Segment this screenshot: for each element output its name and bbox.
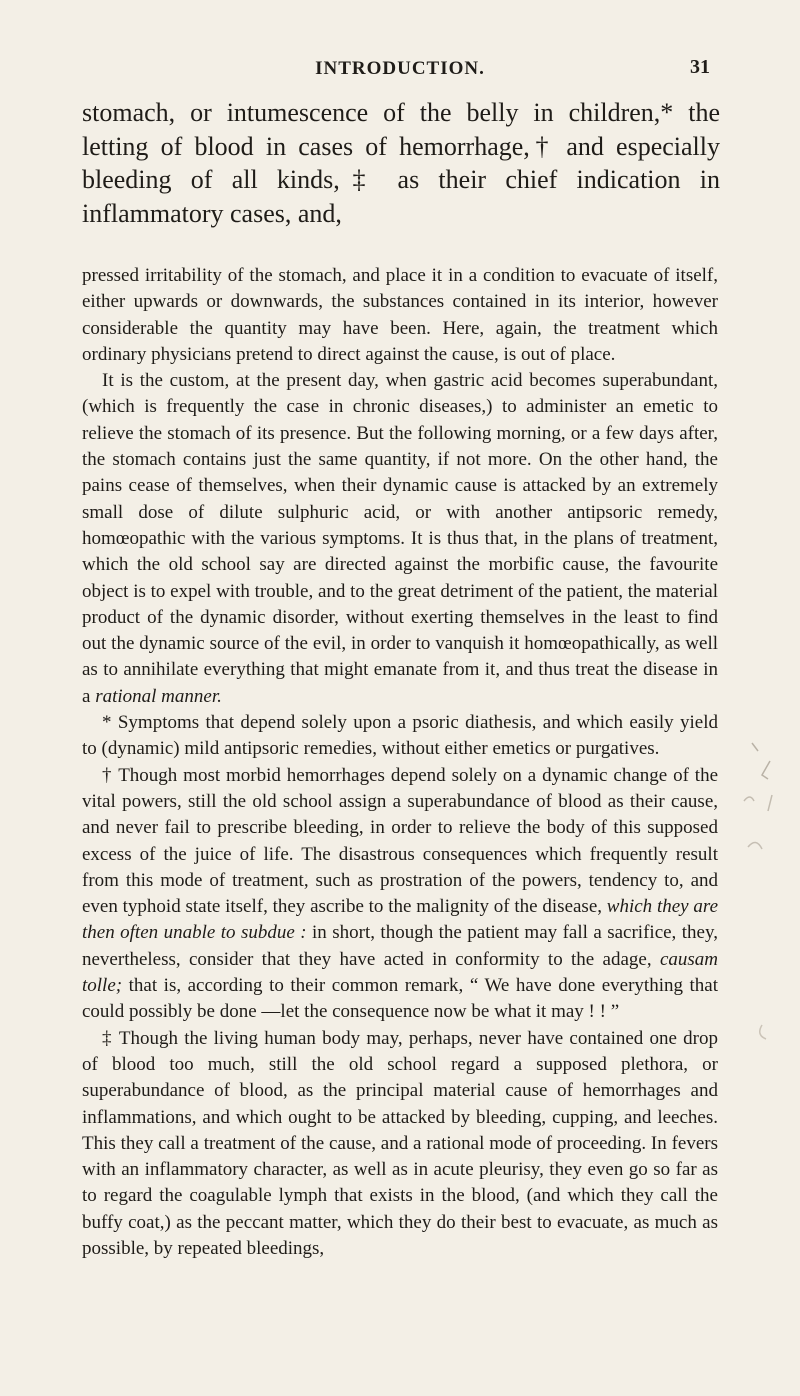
page-number: 31 [690,56,710,78]
running-head: INTRODUCTION. [315,58,485,79]
margin-pencil-marks [732,735,792,1055]
main-text: stomach, or intumescence of the belly in children,* the letting of blood in cases of hemorrhage,† and especially bleeding of all kinds,‡ as their chief indication in inflammatory cases, and, [82,98,720,228]
footnote-double-dagger: ‡ Though the living human body may, perhaps, never have contained one drop of blood too much, still the old school regard a supposed plethora, or superabundance of blood, as the principal material cause of hemorrhages and inflammations, and which ought to be attacked by bleeding, cupping, and leeches. This they call a treatment of the cause, and a rational mode of proceeding. In fevers with an inflammatory character, as well as in acute pleurisy, they even go so far as to regard the coagulable lymph that exists in the blood, (and which they call the buffy coat,) as the peccant matter, which they do their best to evacuate, as much as possible, by repeated bleedings, [82,1027,718,1259]
note-paragraph-continued: pressed irritability of the stomach, and place it in a condition to evacuate of itself, either upwards or downwards, the substances contained in its interior, however considerable the quantity may have been. Here, again, the treatment which ordinary physicians pretend to direct against the cause, is out of place. [82,265,718,365]
footnote-emphasis: which they are then often unable to subdue : [82,896,719,944]
footnote-emphasis: causam tolle; [82,948,718,997]
note-paragraph-gastric-acid [82,368,718,710]
footnote-text: in short, though the patient may fall a sacrifice, they, nevertheless, consider that they have acted in conformity to the adage, [82,922,718,970]
footnote-text: that is, according to their common remark, “ We have done everything that could possibly be done —let the consequence now be what it may ! ! ” [82,975,718,1023]
footnote-dagger [82,763,718,1026]
footnote-text: † Though most morbid hemorrhages depend solely on a dynamic change of the vital powers, still the old school assign a superabundance of blood as their cause, and never fail to prescribe bleeding, in order to relieve the body of this supposed excess of the juice of life. The disastrous consequences which frequently result from this mode of treatment, such as prostration of the powers, tendency to, and even typhoid state itself, they ascribe to the malignity of the disease, [82,764,718,918]
footnote-star: * Symptoms that depend solely upon a psoric diathesis, and which easily yield to (dynamic) mild antipsoric remedies, without either emetics or purgatives. [82,712,718,760]
footnotes-block [82,263,718,1262]
note-text: It is the custom, at the present day, when gastric acid becomes superabundant, (which is frequently the case in chronic diseases,) to administer an emetic to relieve the stomach of its presence. But the following morning, or a few days after, the stomach contains just the same quantity, if not more. On the other hand, the pains cease of themselves, when their dynamic cause is attacked by an extremely small dose of dilute sulphuric acid, or with another antipsoric remedy, homœopathic with the various symptoms. It is thus that, in the plans of treatment, which the old school say are directed against the morbific cause, the favourite object is to expel with trouble, and to the great detriment of the patient, the material product of the dynamic disorder, without exerting themselves in the least to find out the dynamic source of the evil, in order to vanquish it homœopathically, as well as to annihilate everything that might emanate from it, and thus treat the disease in a [82,370,718,707]
note-emphasis: rational manner. [95,685,222,707]
